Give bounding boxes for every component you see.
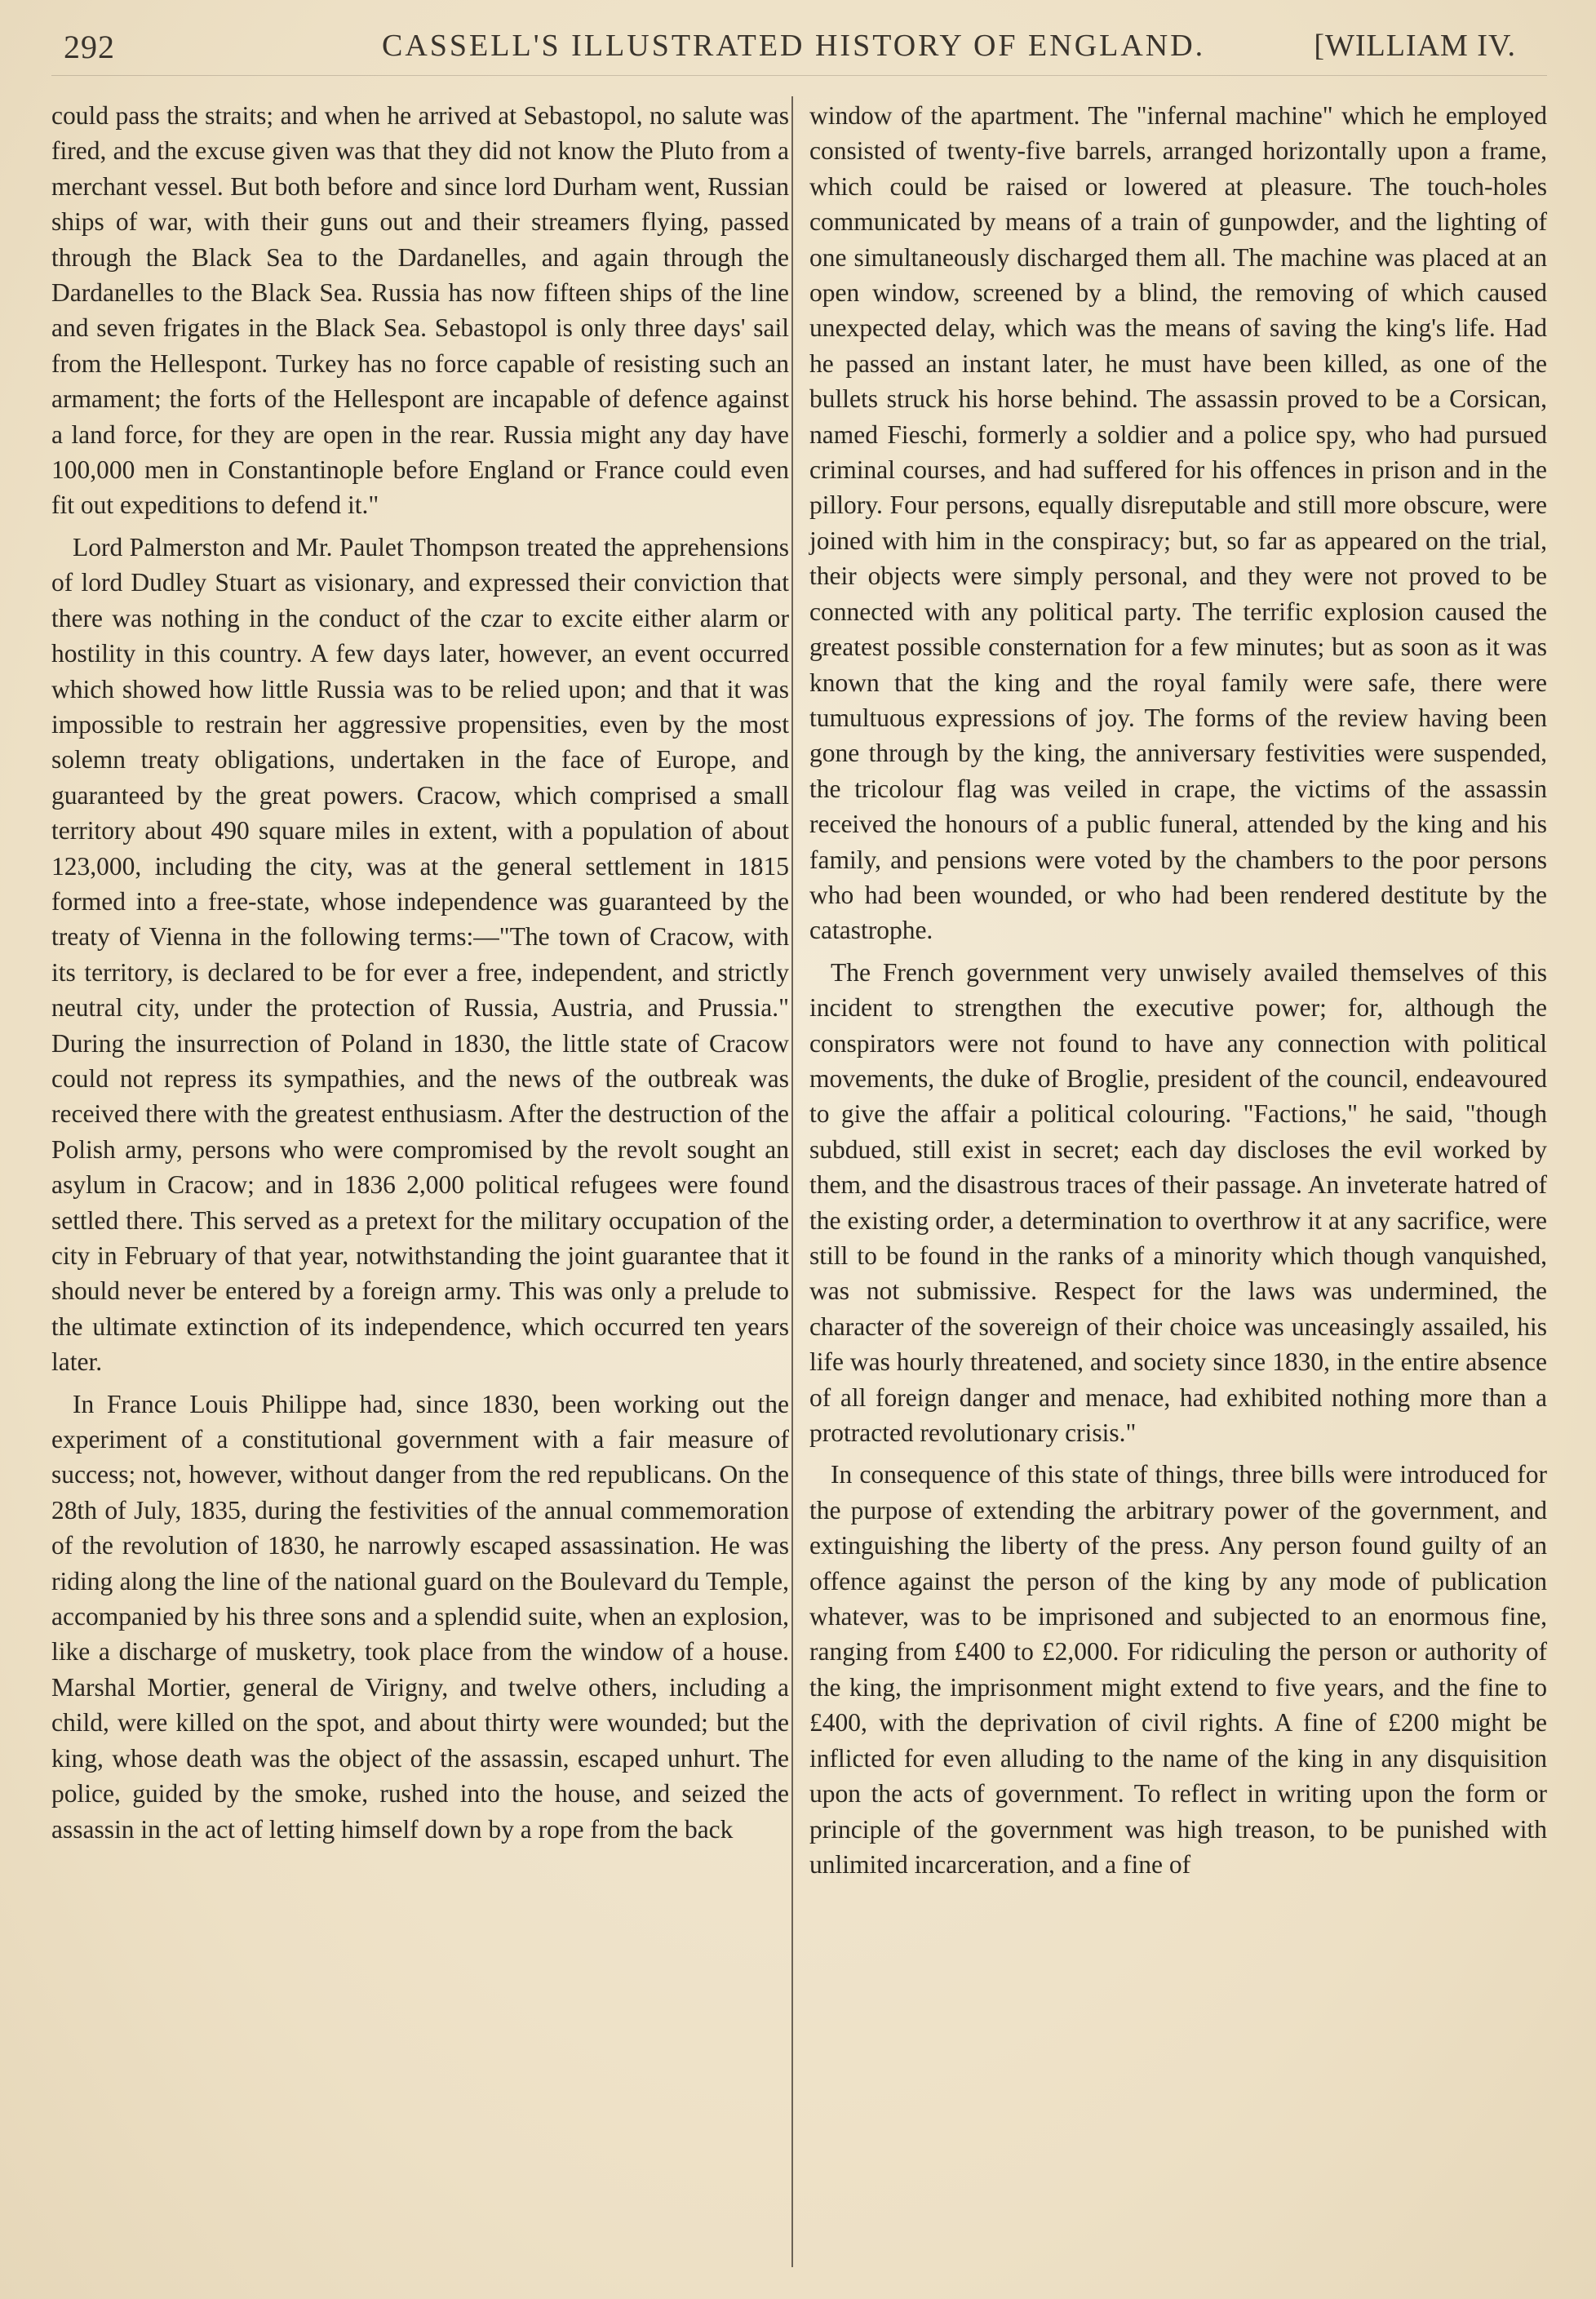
right-column xyxy=(809,98,1547,1882)
left-column xyxy=(51,98,789,1847)
running-header xyxy=(64,28,1516,69)
header-rule xyxy=(51,75,1547,76)
paragraph: window of the apartment. The "infernal machine" which he employed consisted of twenty-five barrels, arranged horizontally upon a frame, which could be raised or lowered at pleasure. The touch-holes communicated by means of a train of gunpowder, and the lighting of one simultaneously discharged them all. The machine was placed at an open window, screened by a blind, the removing of which caused unexpected delay, which was the means of saving the king's life. Had he passed an instant later, he must have been killed, as one of the bullets struck his horse behind. The assassin proved to be a Corsican, named Fieschi, formerly a soldier and a police spy, who had pursued criminal courses, and had suffered for his offences in prison and in the pillory. Four persons, equally disreputable and still more obscure, were joined with him in the conspiracy; but, so far as appeared on the trial, their objects were simply personal, and they were not proved to be connected with any political party. The terrific explosion caused the greatest possible consternation for a few minutes; but as soon as it was known that the king and the royal family were safe, there were tumultuous expressions of joy. The forms of the review having been gone through by the king, the anniversary festivities were suspended, the tricolour flag was veiled in crape, the victims of the assassin received the honours of a public funeral, attended by the king and his family, and pensions were voted by the chambers to the poor persons who had been wounded, or who had been rendered destitute by the catastrophe. xyxy=(809,101,1547,945)
paragraph: In consequence of this state of things, three bills were introduced for the purpose of extending the arbitrary power of the government, and extinguishing the liberty of the press. Any person found guilty of an offence against the person of the king by any mode of publication whatever, was to be imprisoned and subjected to an enormous fine, ranging from £400 to £2,000. For ridiculing the person or authority of the king, the imprisonment might extend to five years, and the fine to £400, with the deprivation of civil rights. A fine of £200 might be inflicted for even alluding to the name of the king in any disquisition upon the acts of government. To reflect in writing upon the form or principle of the government was high treason, to be punished with unlimited incarceration, and a fine of xyxy=(809,1460,1547,1879)
section-title: [WILLIAM IV. xyxy=(1314,29,1516,63)
paragraph: The French government very unwisely availed themselves of this incident to strengthen the executive power; for, although the conspirators were not found to have any connection with political movements, the duke of Broglie, president of the council, endeavoured to give the affair a political colouring. "Factions," he said, "though subdued, still exist in secret; each day discloses the evil worked by them, and the disastrous traces of their passage. An inveterate hatred of the existing order, a determination to overthrow it at any sacrifice, were still to be found in the ranks of a minority which though vanquished, was not submissive. Respect for the laws was undermined, the character of the sovereign of their choice was unceasingly assailed, his life was hourly threatened, and society since 1830, in the entire absence of all foreign danger and menace, had exhibited nothing more than a protracted revolutionary crisis." xyxy=(809,957,1547,1448)
paragraph: Lord Palmerston and Mr. Paulet Thompson treated the apprehensions of lord Dudley Stuart as visionary, and expressed their conviction that there was nothing in the conduct of the czar to excite either alarm or hostility in this country. A few days later, however, an event occurred which showed how little Russia was to be relied upon; and that it was impossible to restrain her aggressive propensities, even by the most solemn treaty obligations, undertaken in the face of Europe, and guaranteed by the great powers. Cracow, which comprised a small territory about 490 square miles in extent, with a population of about 123,000, including the city, was at the general settlement in 1815 formed into a free-state, whose independence was guaranteed by the treaty of Vienna in the following terms:—"The town of Cracow, with its territory, is declared to be for ever a free, independent, and strictly neutral city, under the protection of Russia, Austria, and Prussia." During the insurrection of Poland in 1830, the little state of Cracow could not repress its sympathies, and the news of the outbreak was received there with the greatest enthusiasm. After the destruction of the Polish army, persons who were compromised by the revolt sought an asylum in Cracow; and in 1836 2,000 political refugees were found settled there. This served as a pretext for the military occupation of the city in February of that year, notwithstanding the joint guarantee that it should never be entered by a foreign army. This was only a prelude to the ultimate extinction of its independence, which occurred ten years later. xyxy=(51,532,789,1377)
page-number: 292 xyxy=(64,29,115,65)
column-divider xyxy=(791,96,793,2267)
paragraph: In France Louis Philippe had, since 1830, been working out the experiment of a constitutional government with a fair measure of success; not, however, without danger from the red republicans. On the 28th of July, 1835, during the festivities of the annual commemoration of the revolution of 1830, he narrowly escaped assassination. He was riding along the line of the national guard on the Boulevard du Temple, accompanied by his three sons and a splendid suite, when an explosion, like a discharge of musketry, took place from the window of a house. Marshal Mortier, general de Virigny, and twelve others, including a child, were killed on the spot, and about thirty were wounded; but the king, whose death was the object of the assassin, escaped unhurt. The police, guided by the smoke, rushed into the house, and seized the assassin in the act of letting himself down by a rope from the back xyxy=(51,1389,789,1844)
paragraph: could pass the straits; and when he arrived at Sebastopol, no salute was fired, and the excuse given was that they did not know the Pluto from a merchant vessel. But both before and since lord Durham went, Russian ships of war, with their guns out and their streamers flying, passed through the Black Sea to the Dardanelles, and again through the Dardanelles to the Black Sea. Russia has now fifteen ships of the line and seven frigates in the Black Sea. Sebastopol is only three days' sail from the Hellespont. Turkey has no force capable of resisting such an armament; the forts of the Hellespont are incapable of defence against a land force, for they are open in the rear. Russia might any day have 100,000 men in Constantinople before England or France could even fit out expeditions to defend it." xyxy=(51,101,789,520)
running-title: CASSELL'S ILLUSTRATED HISTORY OF ENGLAND. xyxy=(382,29,1206,63)
